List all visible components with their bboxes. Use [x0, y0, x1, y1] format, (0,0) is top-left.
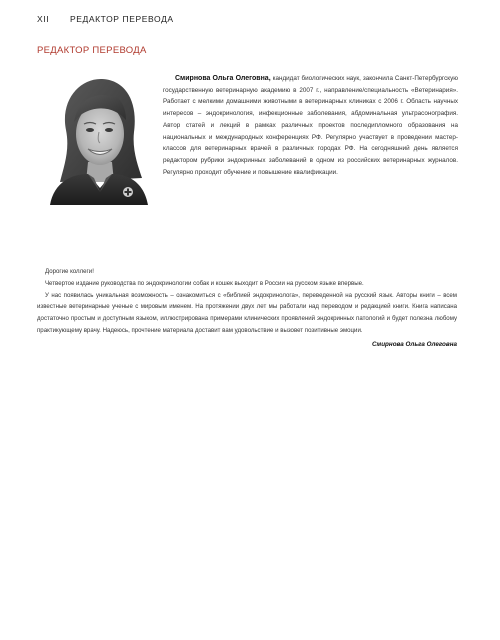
running-header — [37, 14, 457, 28]
letter-greeting: Дорогие коллеги! — [45, 268, 94, 275]
editor-biography — [163, 73, 458, 178]
editor-portrait-photo — [42, 70, 154, 205]
section-title: РЕДАКТОР ПЕРЕВОДА — [37, 45, 147, 56]
editor-letter — [37, 266, 457, 351]
letter-paragraph: У нас появилась уникальная возможность – ознакомиться с «библией эндокринолога», переведенной на русский язык. Авторы книги – всем известные ветеринарные ученые с мировым именем. На протяжении двух лет мы работали над переводом и редакцией книги. Книга написана достаточно простым и доступным языком, иллюстрирована примерами клинических проявлений эндокринных патологий и будет полезна любому практикующему врачу. Надеюсь, прочтение материала доставит вам удовольствие и вызовет позитивные эмоции. — [37, 291, 457, 334]
editor-name: Смирнова Ольга Олеговна, — [175, 75, 271, 82]
running-header-title: РЕДАКТОР ПЕРЕВОДА — [69, 14, 174, 24]
page-number: XII — [37, 14, 50, 24]
letter-signature: Смирнова Ольга Олеговна — [372, 340, 457, 348]
letter-paragraph: Четвертое издание руководства по эндокринологии собак и кошек выходит в России на русском языке впервые. — [45, 279, 364, 287]
biography-text: кандидат биологических наук, закончила Санкт-Петербургскую государственную ветеринарную академию в 2007 г., направление/специальность «Ветеринария». Работает с мелкими домашними животными в ветеринарных клиниках с 2006 г. Область научных интересов – эндокринология, инфекционные заболевания, абдоминальная ультрасонография. Автор статей и лекций в рамках различных проектов последипломного образования на национальных и международных конференциях РФ. Регулярно участвует в проведении мастер-классов для ветеринарных врачей в различных городах РФ. На сегодняшний день является редактором рубрики эндокринных заболеваний в одном из российских ветеринарных журналов. Регулярно проходит обучение и повышение квалификации. — [163, 75, 459, 176]
